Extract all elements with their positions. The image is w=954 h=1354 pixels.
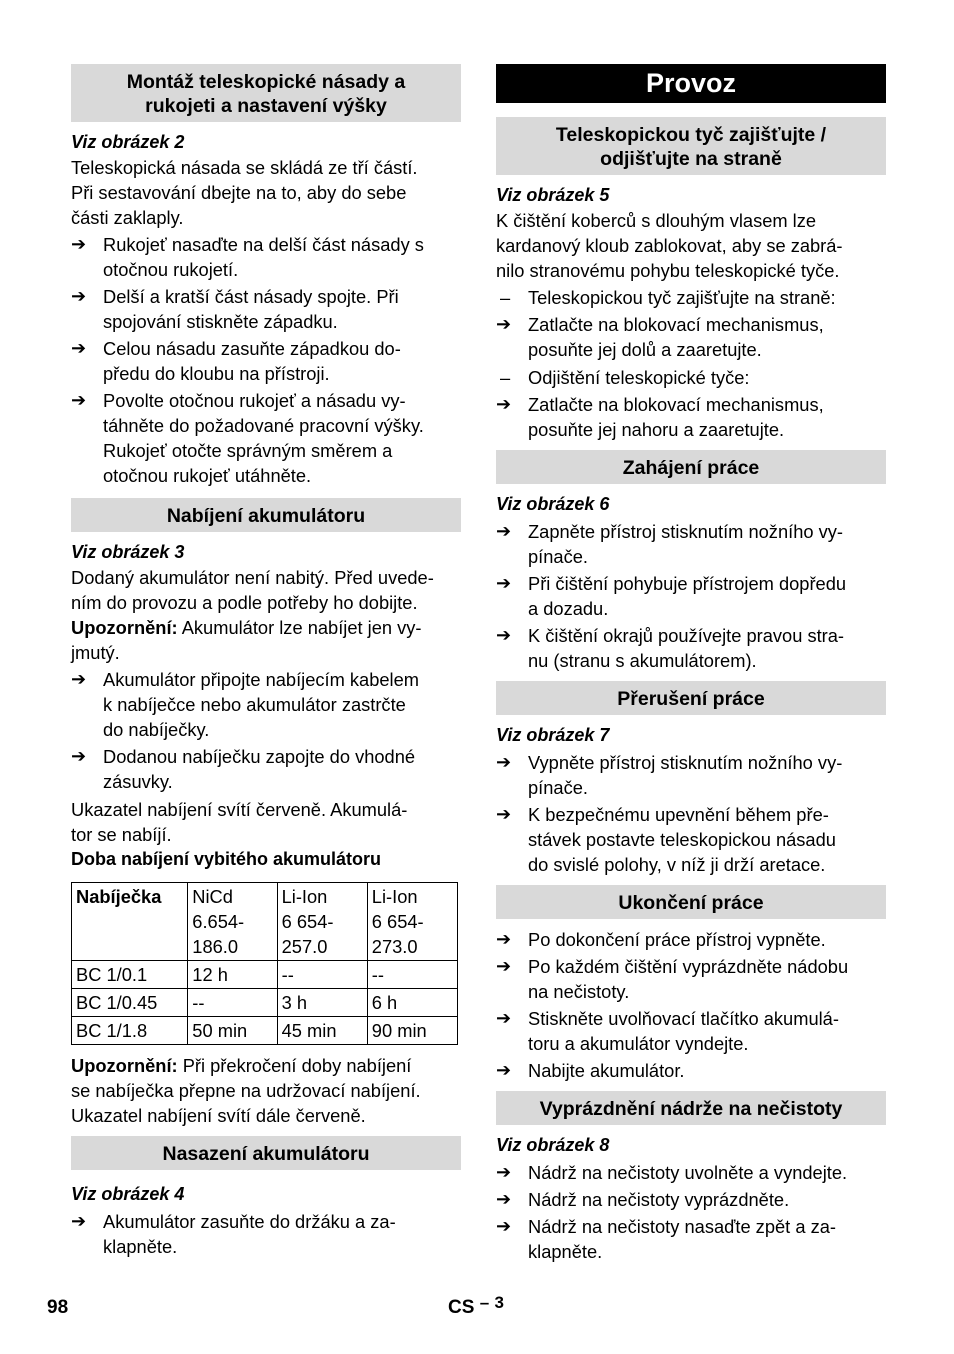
table-header-cell: Li-Ion 6 654- 273.0 <box>367 883 457 961</box>
figure-reference: Viz obrázek 3 <box>71 542 185 562</box>
right-column <box>496 64 886 1264</box>
figure-reference: Viz obrázek 8 <box>496 1135 610 1155</box>
dash-mark: – <box>500 287 511 308</box>
instruction-step <box>496 927 886 952</box>
step-list <box>496 519 886 673</box>
paragraph: kardanový kloub zablokovat, aby se zabrá- <box>496 235 843 256</box>
step-text-line: Zapněte přístroj stisknutím nožního vy- <box>528 521 843 542</box>
right-arrow-icon: ➔ <box>496 625 512 645</box>
step-text-line: zásuvky. <box>103 771 173 792</box>
instruction-step <box>496 571 886 621</box>
right-arrow-icon: ➔ <box>496 314 512 334</box>
instruction-step <box>496 954 886 1004</box>
right-arrow-icon: ➔ <box>496 929 512 949</box>
table-cell: BC 1/0.1 <box>72 961 188 989</box>
right-arrow-icon: ➔ <box>496 752 512 772</box>
instruction-step <box>496 519 886 569</box>
paragraph: nilo stranovému pohybu teleskopické tyče. <box>496 260 840 281</box>
right-arrow-icon: ➔ <box>496 956 512 976</box>
right-arrow-icon: ➔ <box>496 1008 512 1028</box>
figure-reference: Viz obrázek 7 <box>496 725 610 745</box>
step-text-line: Zatlačte na blokovací mechanismus, <box>528 394 824 415</box>
section-heading-assembly: Montáž teleskopické násady a rukojeti a nastavení výšky <box>71 64 461 122</box>
dash-item: – Teleskopickou tyč zajišťujte na straně: <box>500 287 836 308</box>
note-label: Upozornění: <box>71 617 178 638</box>
right-arrow-icon: ➔ <box>496 1216 512 1236</box>
step-list <box>496 927 886 1083</box>
step-text-line: K čištění okrajů používejte pravou stra- <box>528 625 845 646</box>
table-cell: -- <box>277 961 367 989</box>
instruction-step <box>496 392 886 442</box>
section-heading-telescopic-lock: Teleskopickou tyč zajišťujte / odjišťujte na straně <box>496 117 886 175</box>
note-paragraph: Upozornění: Akumulátor lze nabíjet jen vy- <box>71 617 422 638</box>
paragraph: tor se nabíjí. <box>71 824 172 845</box>
table-cell: 45 min <box>277 1017 367 1045</box>
figure-reference: Viz obrázek 6 <box>496 494 610 514</box>
paragraph: jmutý. <box>71 642 120 663</box>
paragraph: K čištění koberců s dlouhým vlasem lze <box>496 210 817 231</box>
instruction-step <box>496 1187 886 1212</box>
instruction-step <box>496 750 886 800</box>
step-text-line: Po dokončení práce přístroj vypněte. <box>528 929 826 950</box>
step-text-line: Při čištění pohybuje přístrojem dopředu <box>528 573 847 594</box>
step-list <box>71 667 461 794</box>
instruction-step <box>496 312 886 362</box>
step-text-line: otočnou rukojetí. <box>103 259 239 280</box>
table-header-cell: Nabíječka <box>72 883 188 961</box>
paragraph: Při sestavování dbejte na to, aby do sebe <box>71 182 407 203</box>
right-arrow-icon: ➔ <box>496 804 512 824</box>
step-text-line: pínače. <box>528 546 588 567</box>
step-text-line: na nečistoty. <box>528 981 630 1002</box>
step-list <box>496 1160 886 1264</box>
table-cell: 3 h <box>277 989 367 1017</box>
step-list <box>71 232 461 488</box>
step-text-line: do nabíječky. <box>103 719 210 740</box>
section-heading-insert-battery: Nasazení akumulátoru <box>71 1136 461 1170</box>
instruction-step <box>496 1058 886 1083</box>
instruction-step <box>71 1209 461 1259</box>
right-arrow-icon: ➔ <box>496 1060 512 1080</box>
table-cell: 50 min <box>188 1017 277 1045</box>
step-text-line: spojování stiskněte západku. <box>103 311 338 332</box>
step-text-line: posuňte jej nahoru a zaaretujte. <box>528 419 785 440</box>
step-text-line: Povolte otočnou rukojeť a násadu vy- <box>103 390 406 411</box>
paragraph: Teleskopická násada se skládá ze tří částí. <box>71 157 418 178</box>
right-arrow-icon: ➔ <box>496 573 512 593</box>
step-text-line: stávek postavte teleskopickou násadu <box>528 829 836 850</box>
right-arrow-icon: ➔ <box>71 234 87 254</box>
right-arrow-icon: ➔ <box>496 394 512 414</box>
step-text-line: Rukojeť otočte správným směrem a <box>103 440 393 461</box>
dash-item: – Odjištění teleskopické tyče: <box>500 367 750 388</box>
table-row <box>72 989 458 1017</box>
step-list <box>71 1209 461 1259</box>
step-text-line: klapněte. <box>528 1241 603 1262</box>
step-text-line: Zatlačte na blokovací mechanismus, <box>528 314 824 335</box>
right-arrow-icon: ➔ <box>71 338 87 358</box>
step-text-line: nu (stranu s akumulátorem). <box>528 650 757 671</box>
instruction-step <box>496 623 886 673</box>
language-code: CS – 3 <box>448 1293 504 1318</box>
section-heading-charging: Nabíjení akumulátoru <box>71 498 461 532</box>
paragraph: Ukazatel nabíjení svítí dále červeně. <box>71 1105 366 1126</box>
instruction-step <box>496 1214 886 1264</box>
figure-reference: Viz obrázek 4 <box>71 1184 185 1204</box>
table-cell: -- <box>188 989 277 1017</box>
step-text-line: klapněte. <box>103 1236 178 1257</box>
step-text-line: táhněte do požadované pracovní výšky. <box>103 415 424 436</box>
step-text-line: Celou násadu zasuňte západkou do- <box>103 338 401 359</box>
step-text-line: posuňte jej dolů a zaaretujte. <box>528 339 762 360</box>
instruction-step <box>71 336 461 386</box>
step-text-line: k nabíječce nebo akumulátor zastrčte <box>103 694 406 715</box>
table-header-row <box>72 883 458 961</box>
table-cell: -- <box>367 961 457 989</box>
step-text-line: pínače. <box>528 777 588 798</box>
step-text-line: Nádrž na nečistoty vyprázdněte. <box>528 1189 790 1210</box>
figure-reference: Viz obrázek 2 <box>71 132 185 152</box>
table-row <box>72 1017 458 1045</box>
right-arrow-icon: ➔ <box>496 521 512 541</box>
table-title: Doba nabíjení vybitého akumulátoru <box>71 849 382 869</box>
instruction-step <box>496 1160 886 1185</box>
step-text-line: předu do kloubu na přístroji. <box>103 363 330 384</box>
note-paragraph: Upozornění: Při překročení doby nabíjení <box>71 1055 412 1076</box>
paragraph: se nabíječka přepne na udržovací nabíjení. <box>71 1080 421 1101</box>
step-text-line: Nádrž na nečistoty nasaďte zpět a za- <box>528 1216 836 1237</box>
step-text-line: do svislé polohy, v níž ji drží aretace. <box>528 854 826 875</box>
note-label: Upozornění: <box>71 1055 178 1076</box>
table-row <box>72 961 458 989</box>
step-text-line: Nádrž na nečistoty uvolněte a vyndejte. <box>528 1162 848 1183</box>
section-heading-empty-tank: Vyprázdnění nádrže na nečistoty <box>496 1091 886 1125</box>
step-text-line: Akumulátor zasuňte do držáku a za- <box>103 1211 396 1232</box>
step-text-line: Akumulátor připojte nabíjecím kabelem <box>103 669 420 690</box>
left-column <box>71 64 461 1259</box>
table-cell: 90 min <box>367 1017 457 1045</box>
right-arrow-icon: ➔ <box>496 1189 512 1209</box>
step-text-line: Delší a kratší část násady spojte. Při <box>103 286 399 307</box>
paragraph: Ukazatel nabíjení svítí červeně. Akumulá- <box>71 799 408 820</box>
step-text-line: Dodanou nabíječku zapojte do vhodné <box>103 746 416 767</box>
table-header-cell: NiCd 6.654- 186.0 <box>188 883 277 961</box>
step-text-line: a dozadu. <box>528 598 609 619</box>
instruction-step <box>71 388 461 488</box>
instruction-step <box>496 802 886 877</box>
table-cell: BC 1/1.8 <box>72 1017 188 1045</box>
chapter-title: Provoz <box>496 64 886 103</box>
right-arrow-icon: ➔ <box>71 390 87 410</box>
right-arrow-icon: ➔ <box>71 286 87 306</box>
charging-time-table <box>71 882 458 1045</box>
step-text-line: toru a akumulátor vyndejte. <box>528 1033 749 1054</box>
instruction-step <box>496 1006 886 1056</box>
step-text-line: Po každém čištění vyprázdněte nádobu <box>528 956 849 977</box>
table-header-cell: Li-Ion 6 654- 257.0 <box>277 883 367 961</box>
step-list <box>496 312 886 362</box>
table-cell: 6 h <box>367 989 457 1017</box>
step-list <box>496 392 886 442</box>
figure-reference: Viz obrázek 5 <box>496 185 610 205</box>
step-text-line: Nabijte akumulátor. <box>528 1060 685 1081</box>
instruction-step <box>71 232 461 282</box>
instruction-step <box>71 667 461 742</box>
page-number: 98 <box>47 1297 69 1318</box>
table-cell: 12 h <box>188 961 277 989</box>
dash-mark: – <box>500 367 511 388</box>
right-arrow-icon: ➔ <box>71 1211 87 1231</box>
step-text-line: Stiskněte uvolňovací tlačítko akumulá- <box>528 1008 839 1029</box>
paragraph: části zaklaply. <box>71 207 184 228</box>
paragraph: Dodaný akumulátor není nabitý. Před uvede- <box>71 567 434 588</box>
right-arrow-icon: ➔ <box>496 1162 512 1182</box>
step-text-line: Rukojeť nasaďte na delší část násady s <box>103 234 424 255</box>
step-list <box>496 750 886 877</box>
step-text-line: Vypněte přístroj stisknutím nožního vy- <box>528 752 843 773</box>
paragraph: ním do provozu a podle potřeby ho dobijte. <box>71 592 418 613</box>
section-heading-end-work: Ukončení práce <box>496 885 886 919</box>
instruction-step <box>71 744 461 794</box>
section-heading-start-work: Zahájení práce <box>496 450 886 484</box>
step-text-line: otočnou rukojeť utáhněte. <box>103 465 312 486</box>
right-arrow-icon: ➔ <box>71 746 87 766</box>
section-heading-pause-work: Přerušení práce <box>496 681 886 715</box>
table-cell: BC 1/0.45 <box>72 989 188 1017</box>
instruction-step <box>71 284 461 334</box>
step-text-line: K bezpečnému upevnění během pře- <box>528 804 829 825</box>
right-arrow-icon: ➔ <box>71 669 87 689</box>
